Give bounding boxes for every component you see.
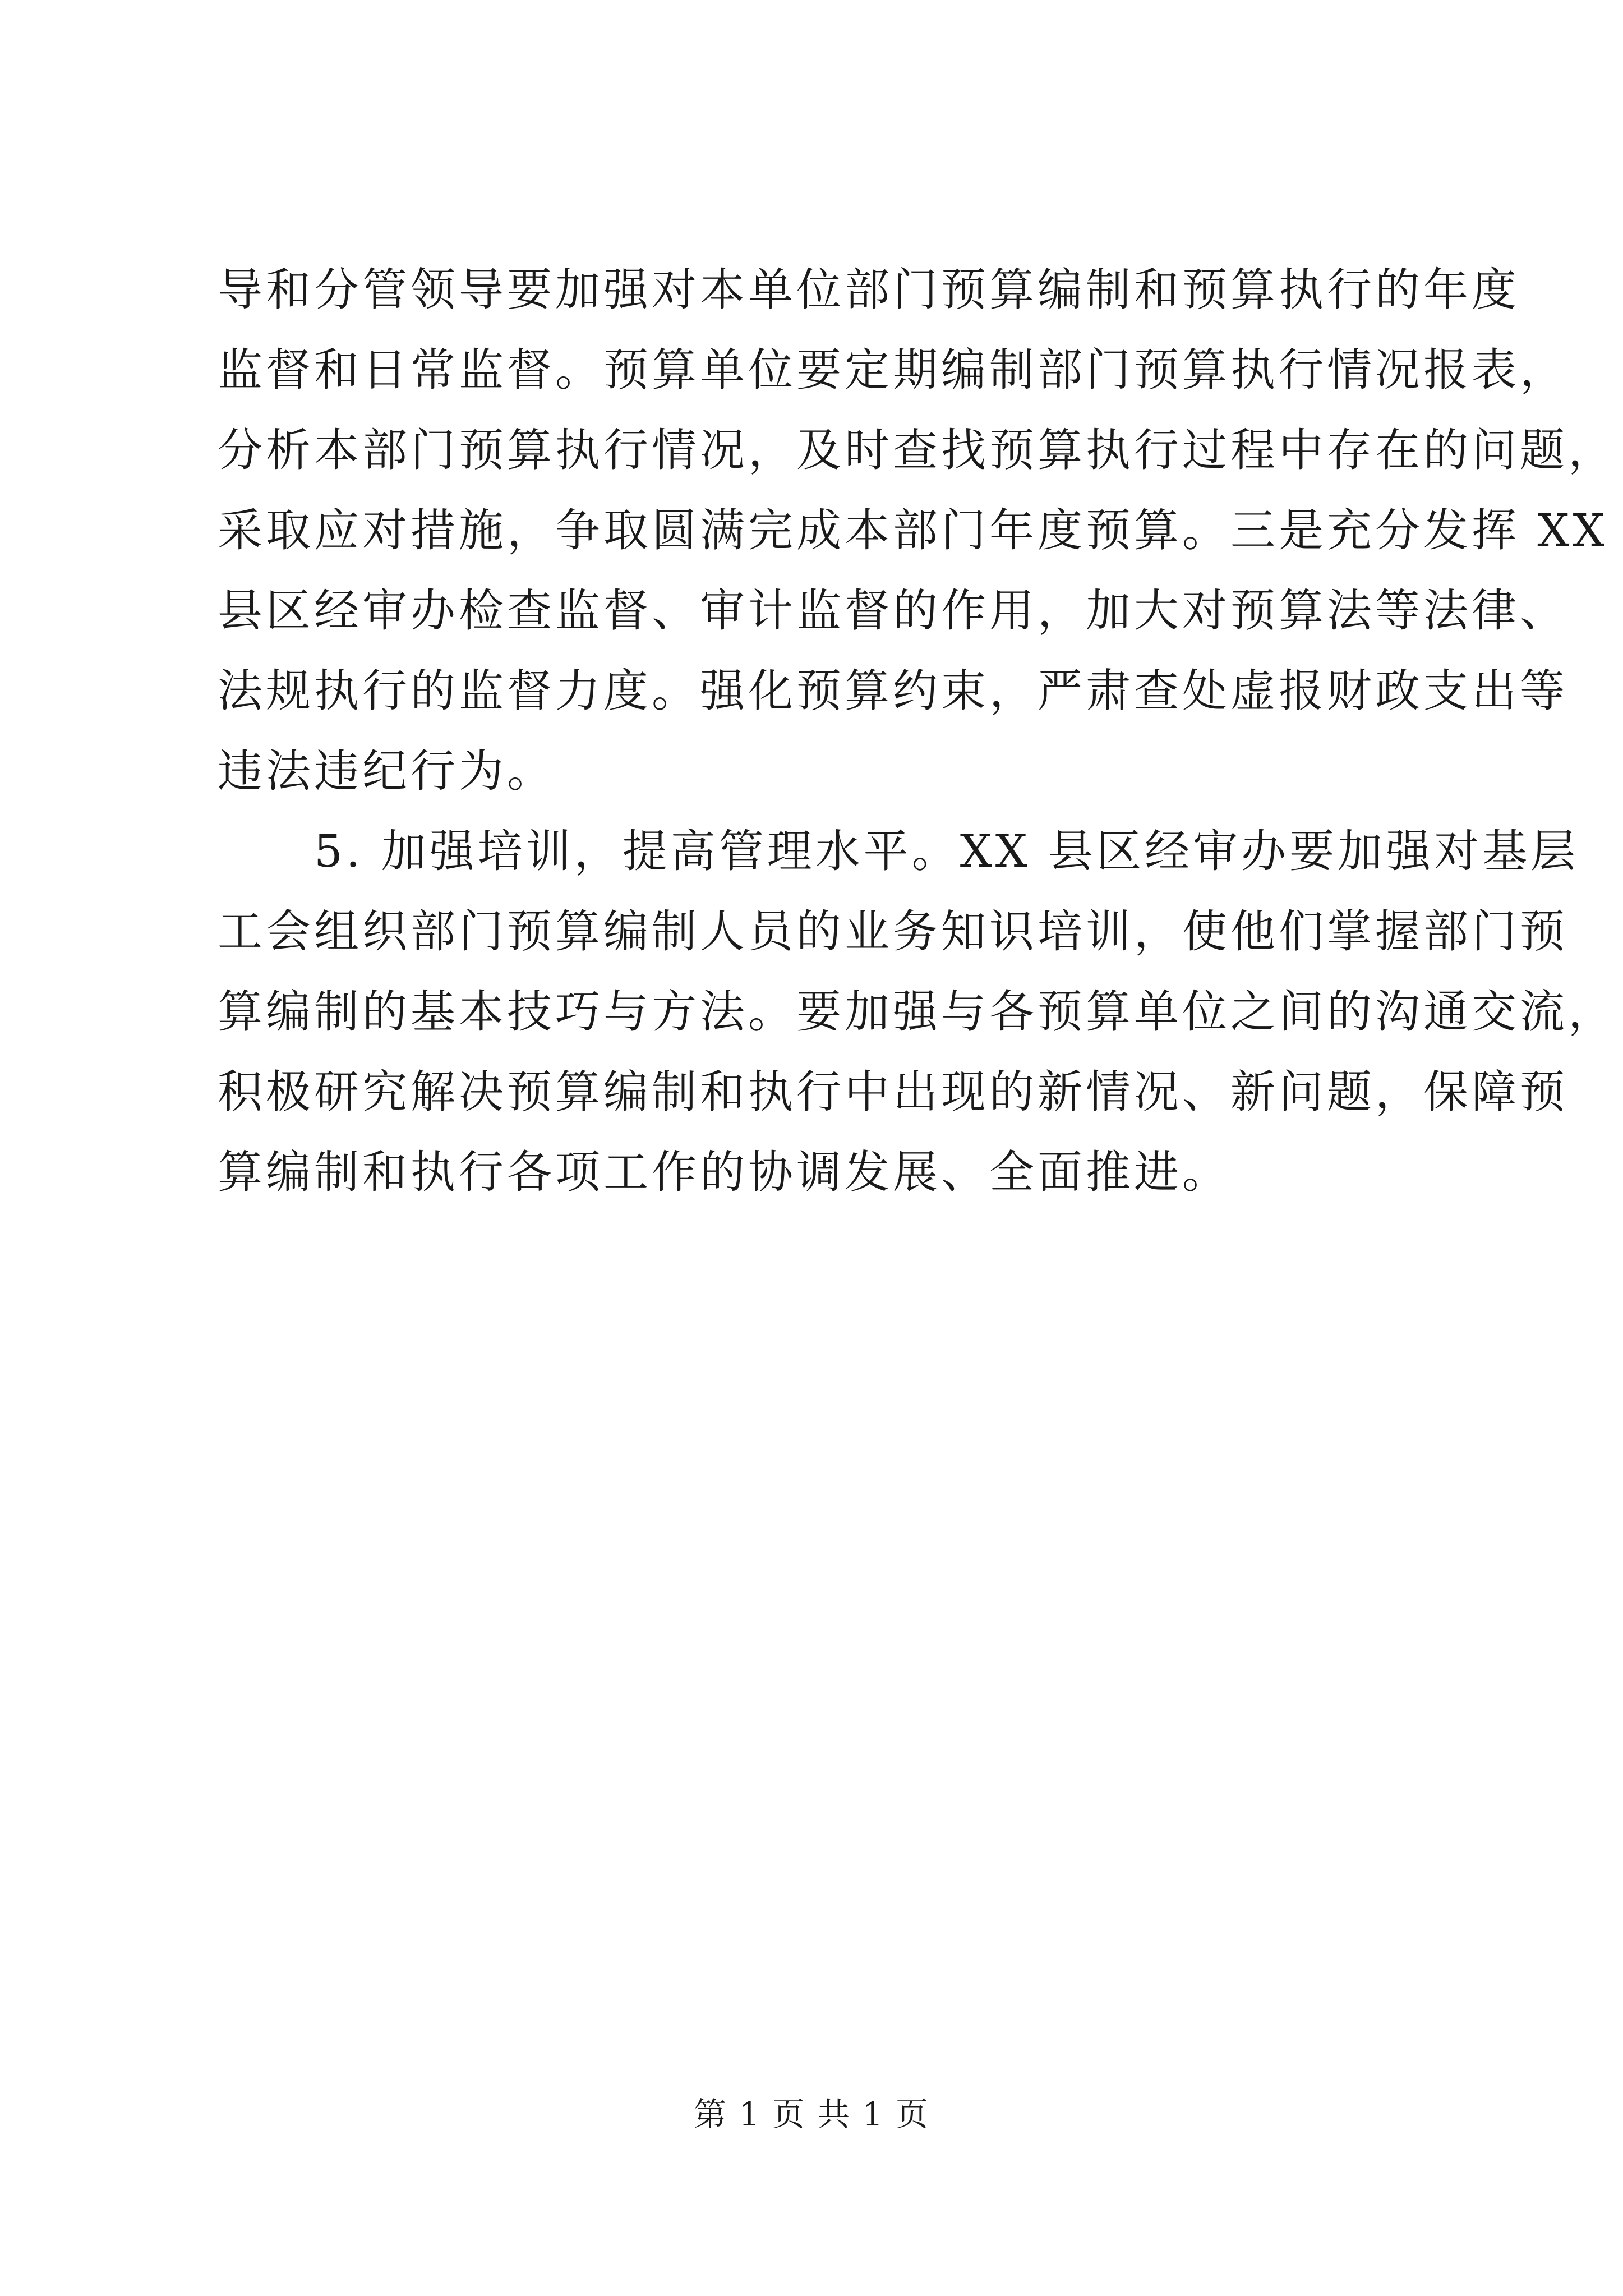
text-line: 县区经审办检查监督、审计监督的作用，加大对预算法等法律、 — [218, 585, 1568, 637]
text-line: 分析本部门预算执行情况，及时查找预算执行过程中存在的问题， — [218, 424, 1616, 476]
text-line: 算编制的基本技巧与方法。要加强与各预算单位之间的沟通交流， — [218, 986, 1616, 1038]
page-footer — [0, 2088, 1623, 2135]
text-line: 监督和日常监督。预算单位要定期编制部门预算执行情况报表， — [218, 344, 1568, 396]
document-body — [218, 250, 1616, 1212]
page-number-label: 第 1 页 共 1 页 — [694, 2095, 929, 2133]
text-line: 5. 加强培训，提高管理水平。XX 县区经审办要加强对基层 — [218, 825, 1579, 877]
text-line: 工会组织部门预算编制人员的业务知识培训，使他们掌握部门预 — [218, 905, 1568, 958]
text-line: 法规执行的监督力度。强化预算约束，严肃查处虚报财政支出等 — [218, 665, 1568, 717]
text-line: 算编制和执行各项工作的协调发展、全面推进。 — [218, 1146, 1230, 1198]
text-line: 采取应对措施，争取圆满完成本部门年度预算。三是充分发挥 XX — [218, 504, 1608, 556]
text-line: 导和分管领导要加强对本单位部门预算编制和预算执行的年度 — [218, 264, 1520, 316]
text-line: 违法违纪行为。 — [218, 745, 555, 797]
text-line: 积极研究解决预算编制和执行中出现的新情况、新问题，保障预 — [218, 1066, 1568, 1118]
